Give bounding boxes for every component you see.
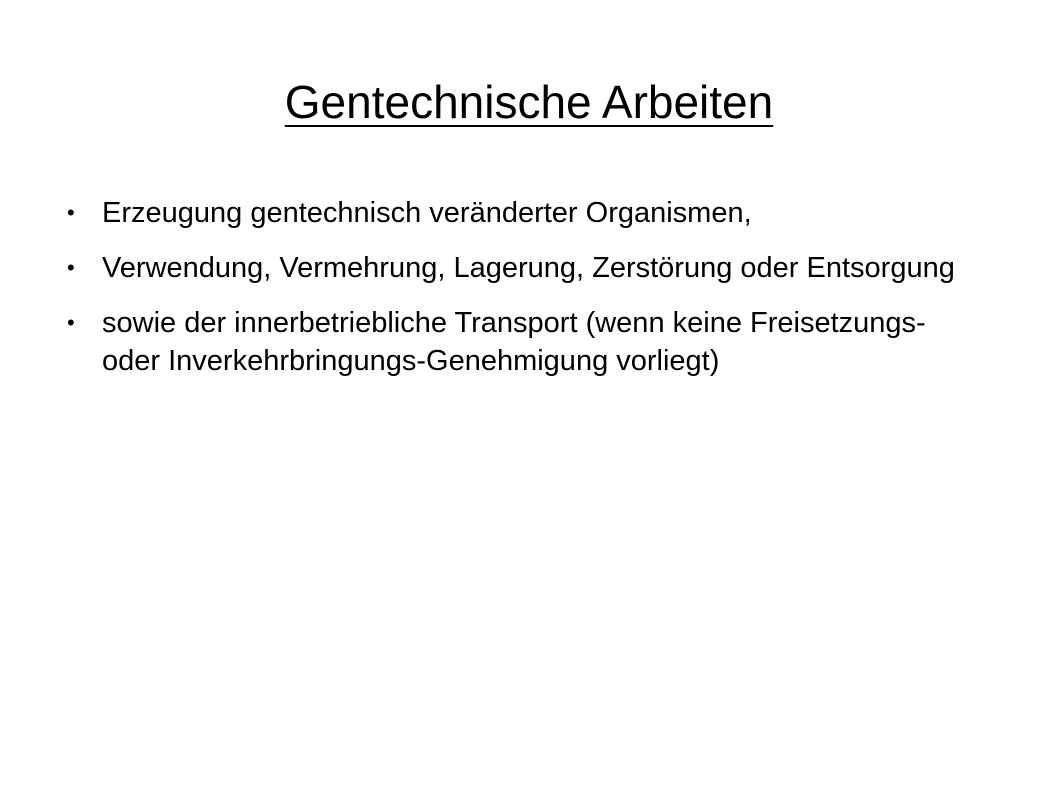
bullet-item — [0, 304, 1058, 380]
slide-title — [0, 70, 1058, 134]
bullet-text: sowie der innerbetriebliche Transport (wenn keine Freisetzungs- oder Inverkehrbringungs-Genehmigung vorliegt) — [102, 307, 926, 377]
bullet-item — [0, 249, 1058, 287]
bullet-icon: • — [67, 200, 75, 225]
slide-title-text: Gentechnische Arbeiten — [284, 76, 774, 128]
bullet-text: Verwendung, Vermehrung, Lagerung, Zerstörung oder Entsorgung — [102, 252, 955, 284]
bullet-text: Erzeugung gentechnisch veränderter Organismen, — [102, 197, 752, 229]
bullet-icon: • — [67, 310, 75, 335]
bullet-item — [0, 194, 1058, 232]
bullet-icon: • — [67, 255, 75, 280]
bullet-list — [0, 194, 1058, 397]
